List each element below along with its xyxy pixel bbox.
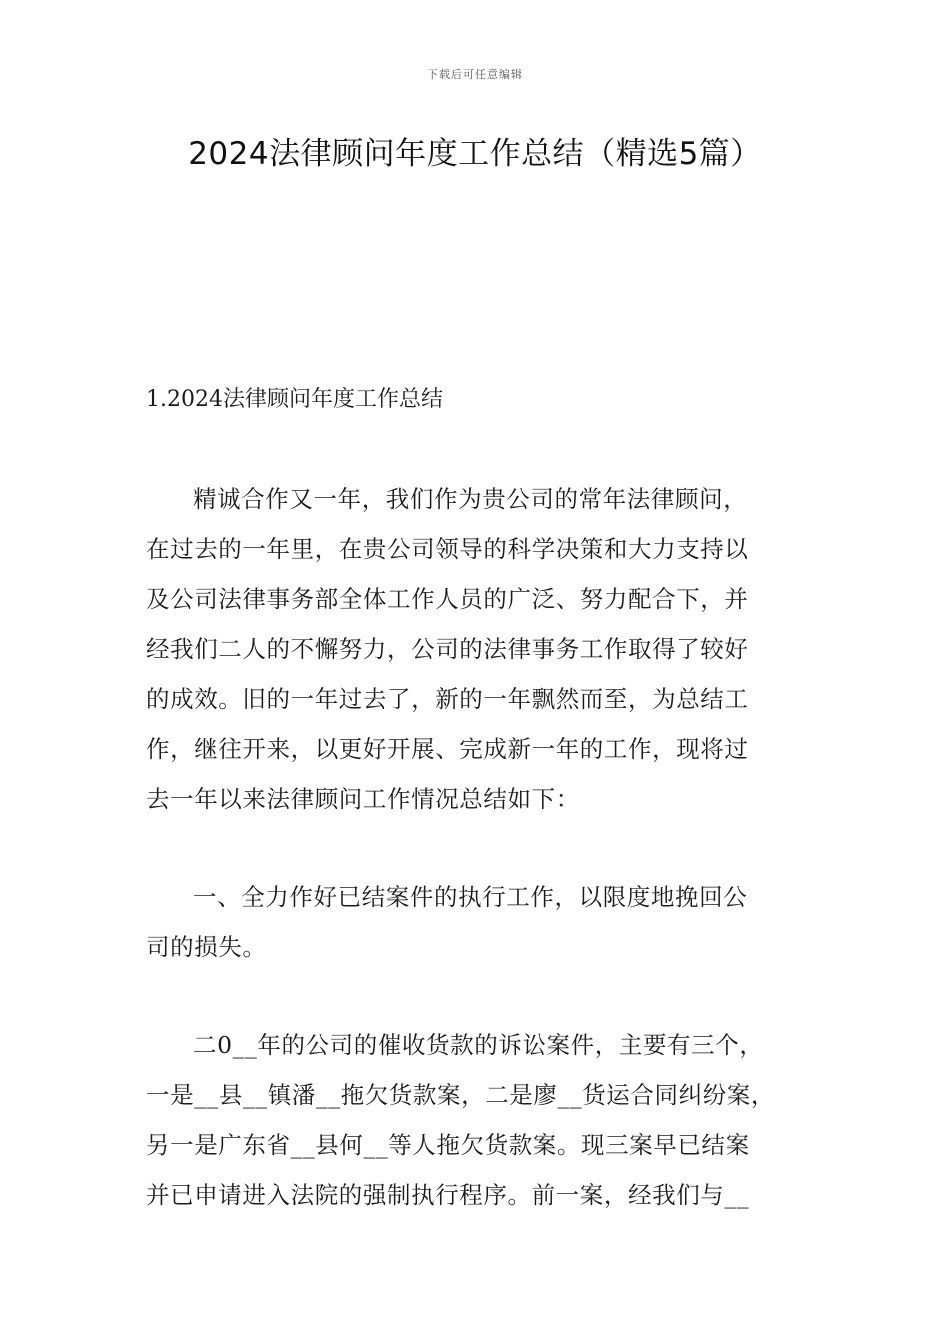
- paragraph-line: 司的损失。: [146, 933, 267, 961]
- paragraph-line: 在过去的一年里，在贵公司领导的科学决策和大力支持以: [146, 535, 749, 563]
- paragraph-line: 精诚合作又一年，我们作为贵公司的常年法律顾问，: [193, 485, 748, 513]
- section-heading: 1.2024法律顾问年度工作总结: [146, 387, 443, 412]
- paragraph-cases: [146, 1020, 810, 1220]
- paragraph-line: 一是__县__镇潘__拖欠货款案，二是廖__货运合同纠纷案，: [146, 1081, 775, 1109]
- paragraph-line: 的成效。旧的一年过去了，新的一年飘然而至，为总结工: [146, 685, 749, 713]
- paragraph-line: 另一是广东省__县何__等人拖欠货款案。现三案早已结案: [146, 1131, 750, 1159]
- paragraph-point-one: [146, 872, 810, 972]
- paragraph-line: 及公司法律事务部全体工作人员的广泛、努力配合下，并: [146, 585, 749, 613]
- paragraph-line: 去一年以来法律顾问工作情况总结如下：: [146, 785, 580, 813]
- paragraph-line: 并已申请进入法院的强制执行程序。前一案，经我们与__: [146, 1181, 750, 1209]
- paragraph-line: 二0__年的公司的催收货款的诉讼案件，主要有三个，: [193, 1031, 764, 1059]
- paragraph-line: 一、全力作好已结案件的执行工作，以限度地挽回公: [193, 883, 748, 911]
- document-title: 2024法律顾问年度工作总结（精选5篇）: [188, 136, 762, 172]
- paragraph-line: 作，继往开来，以更好开展、完成新一年的工作，现将过: [146, 735, 749, 763]
- paragraph-intro: [146, 474, 810, 824]
- header-note: 下载后可任意编辑: [427, 68, 523, 81]
- paragraph-line: 经我们二人的不懈努力，公司的法律事务工作取得了较好: [146, 635, 749, 663]
